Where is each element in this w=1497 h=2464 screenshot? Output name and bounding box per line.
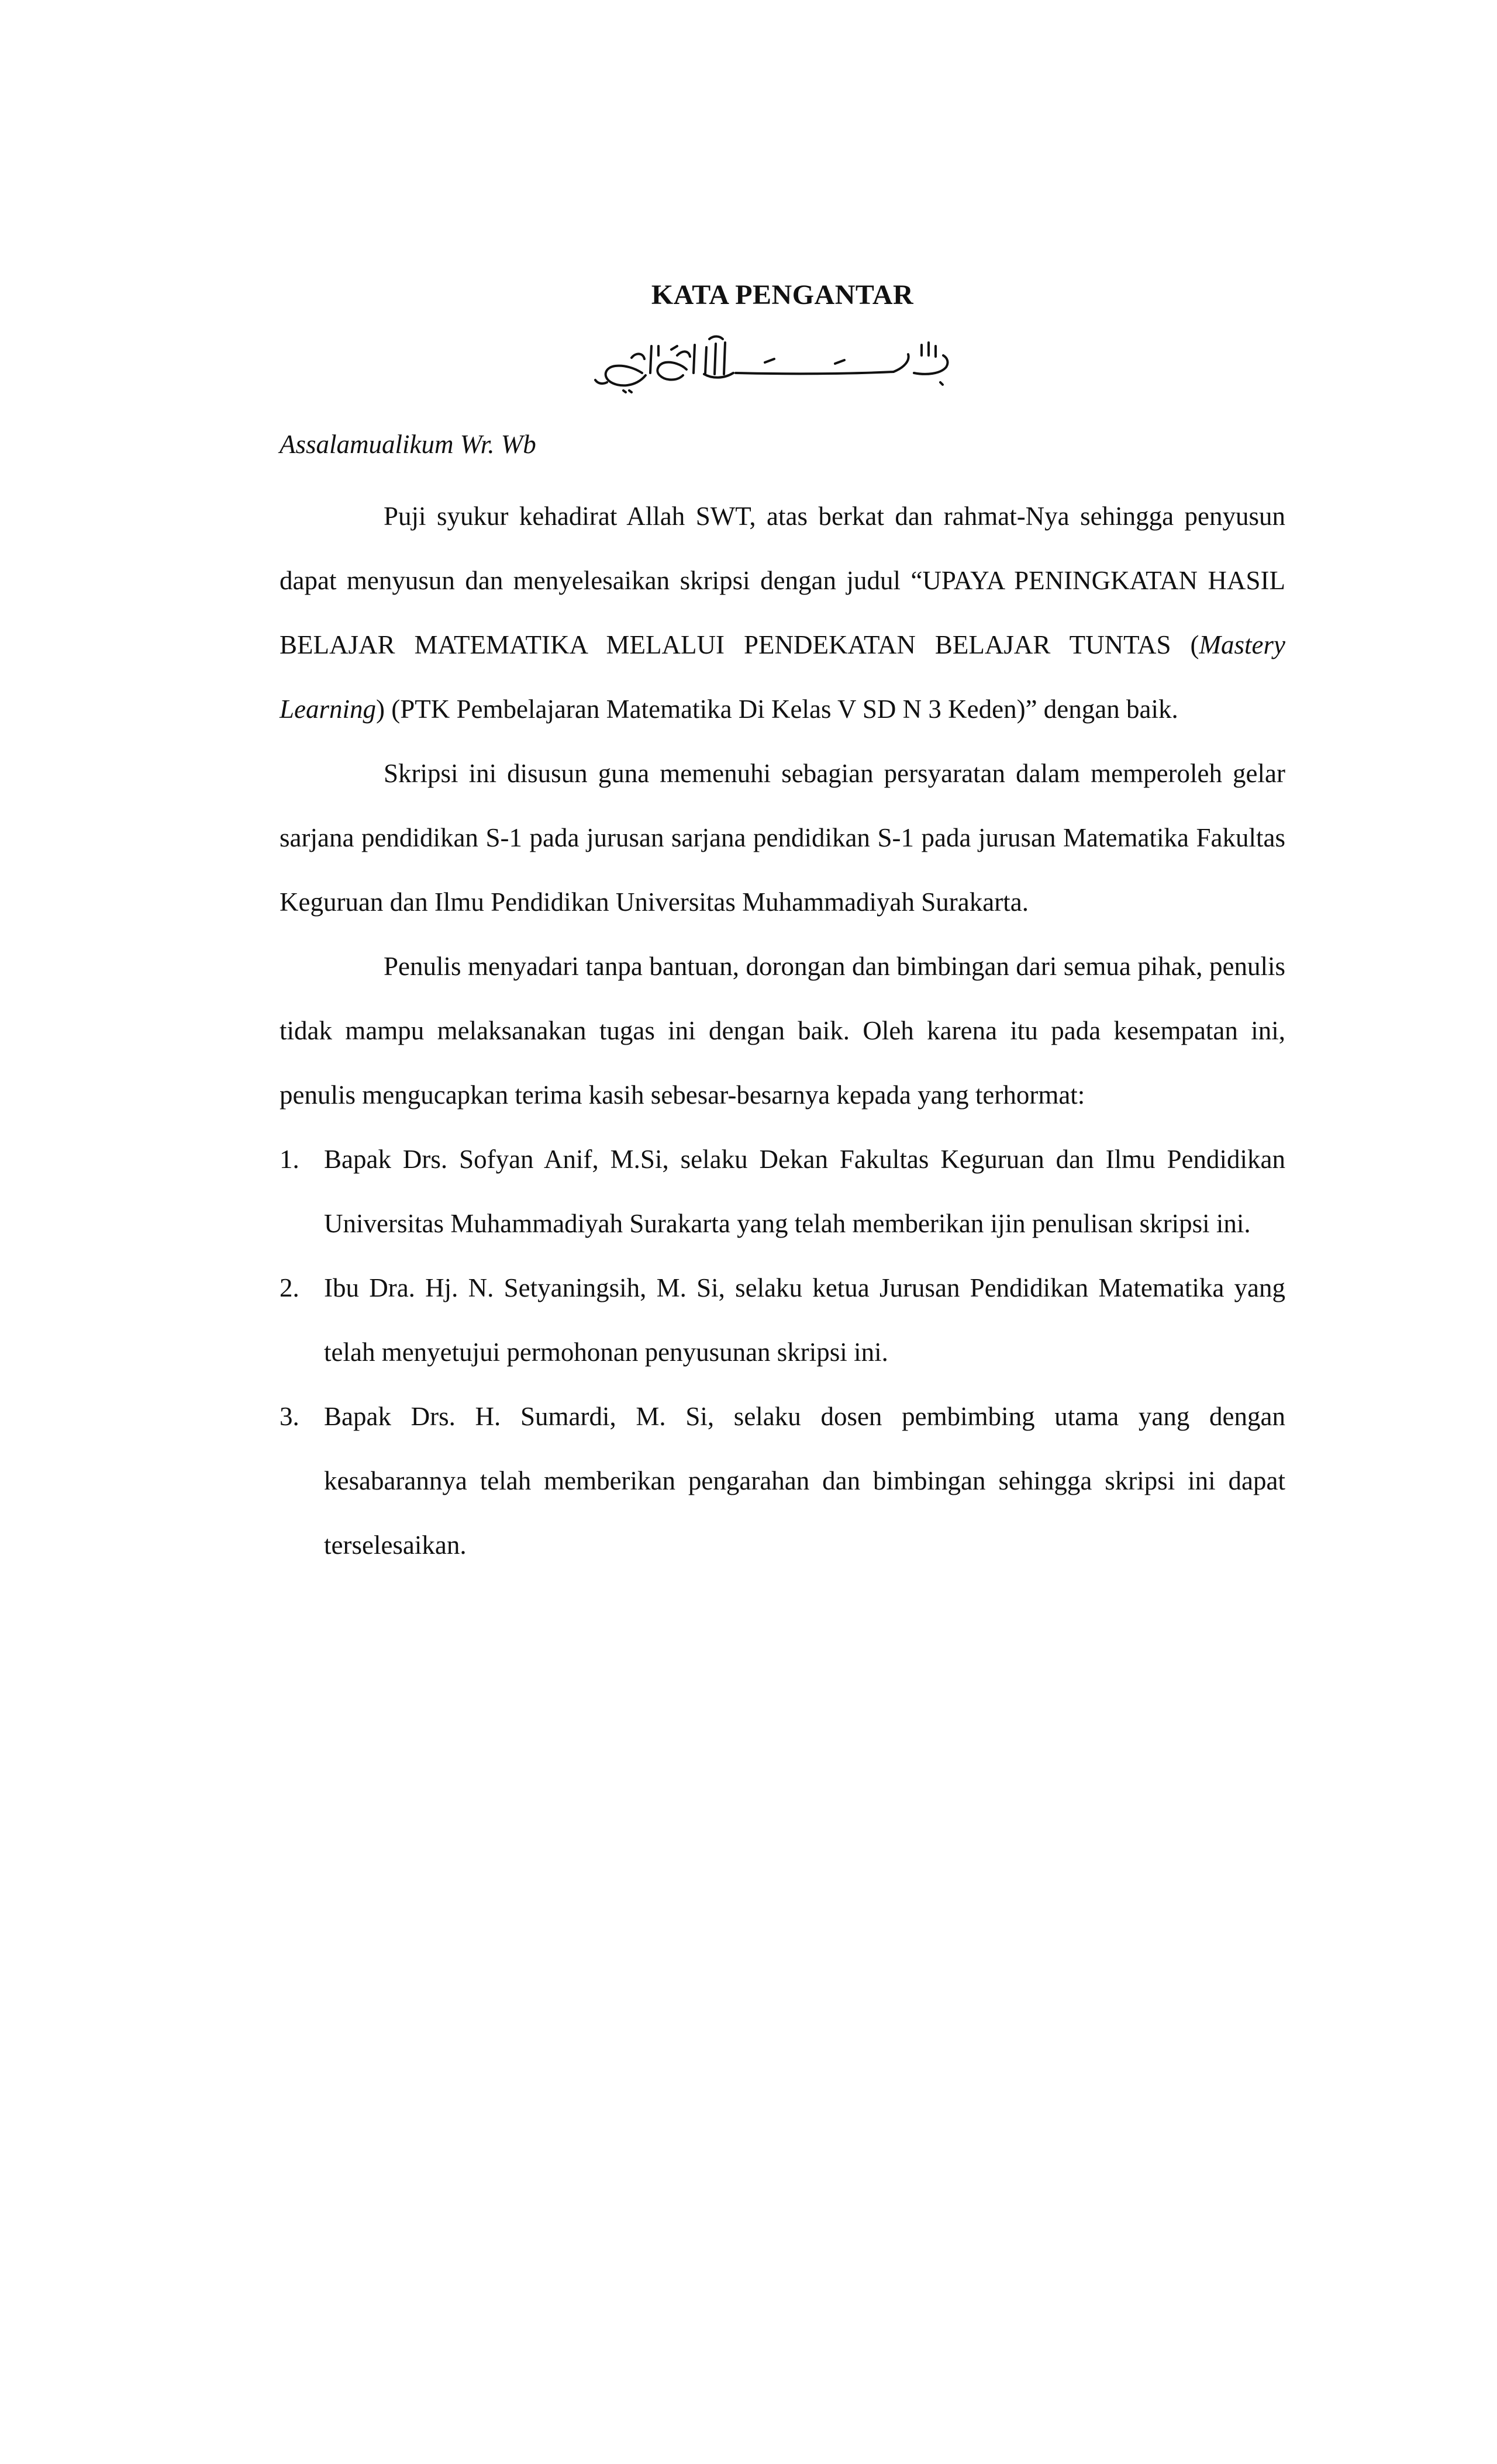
greeting: Assalamualikum Wr. Wb (280, 430, 536, 459)
paragraph-acknowledgement: Penulis menyadari tanpa bantuan, dorongan dan bimbingan dari semua pihak, penulis tidak mampu melaksanakan tugas ini dengan baik. Oleh karena itu pada kesempatan ini, penulis mengucapkan terima kasih sebesar-besarnya kepada yang terhormat: (280, 952, 1285, 1110)
paragraph-purpose: Skripsi ini disusun guna memenuhi sebagian persyaratan dalam memperoleh gelar sarjana pendidikan S-1 pada jurusan sarjana pendidikan S-1 pada jurusan Matematika Fakultas Keguruan dan Ilmu Pendidikan Universitas Muhammadiyah Surakarta. (280, 759, 1285, 917)
acknowledgement-list (280, 1127, 1285, 1577)
list-item-text: Bapak Drs. Sofyan Anif, M.Si, selaku Dekan Fakultas Keguruan dan Ilmu Pendidikan Universitas Muhammadiyah Surakarta yang telah memberikan ijin penulisan skripsi ini. (324, 1145, 1285, 1238)
list-item-text: Ibu Dra. Hj. N. Setyaningsih, M. Si, selaku ketua Jurusan Pendidikan Matematika yang telah menyetujui permohonan penyusunan skripsi ini. (324, 1273, 1285, 1367)
list-item-number: 3. (280, 1402, 299, 1431)
paragraph-opening-tail: ) (PTK Pembelajaran Matematika Di Kelas V SD N 3 Keden)” dengan baik. (376, 694, 1178, 724)
list-item (280, 1256, 1285, 1384)
list-item-number: 2. (280, 1273, 299, 1302)
paragraph-opening (280, 484, 1285, 741)
document-body (280, 275, 1285, 1577)
list-item (280, 1127, 1285, 1256)
paragraph-opening-text: Puji syukur kehadirat Allah SWT, atas berkat dan rahmat-Nya sehingga penyusun dapat menyusun dan menyelesaikan skripsi dengan judul “UPAYA PENINGKATAN HASIL BELAJAR MATEMATIKA MELALUI PENDEKATAN BELAJAR TUNTAS ( (280, 502, 1285, 659)
list-item-text: Bapak Drs. H. Sumardi, M. Si, selaku dosen pembimbing utama yang dengan kesabarannya telah memberikan pengarahan dan bimbingan sehingga skripsi ini dapat terselesaikan. (324, 1402, 1285, 1560)
list-item-number: 1. (280, 1145, 299, 1174)
paragraph-opening-italic: Mastery Learning (280, 630, 1285, 724)
list-item (280, 1384, 1285, 1577)
page-title: KATA PENGANTAR (651, 279, 914, 310)
basmalah-calligraphy (589, 332, 975, 396)
